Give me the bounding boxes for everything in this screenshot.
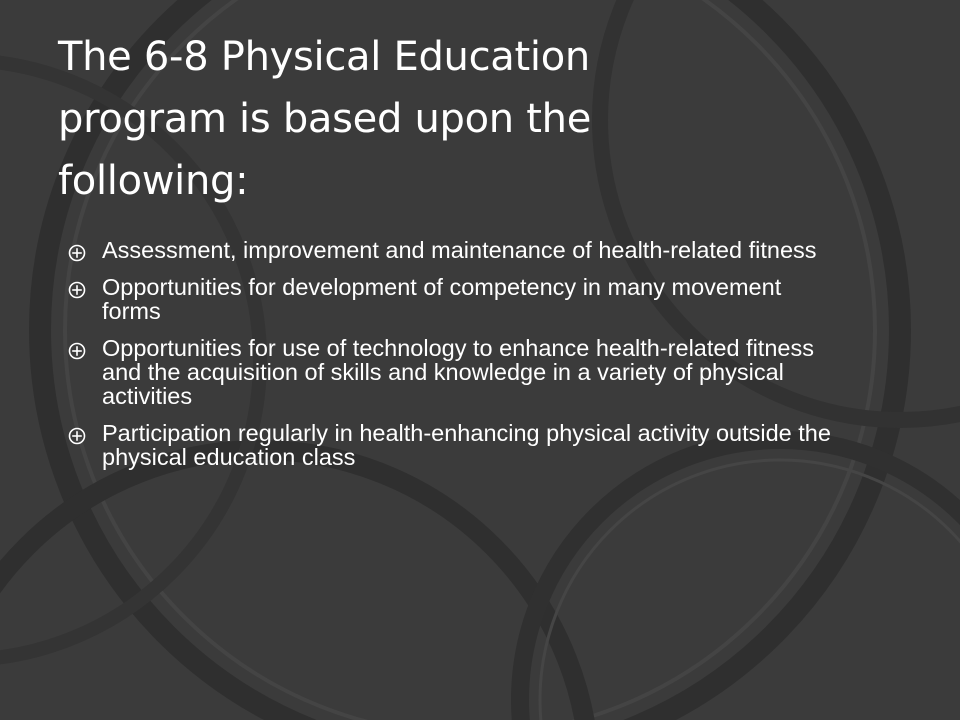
bullet-text: Assessment, improvement and maintenance of health-related fitness bbox=[102, 237, 817, 263]
bullet-list bbox=[62, 238, 842, 482]
bullet-text: Opportunities for development of competency in many movement forms bbox=[102, 274, 782, 324]
bullet-item bbox=[62, 238, 842, 262]
slide-title: The 6-8 Physical Education program is based upon the following: bbox=[58, 34, 592, 204]
bullet-text: Opportunities for use of technology to enhance health-related fitness and the acquisition of skills and knowledge in a variety of physical activities bbox=[102, 335, 814, 409]
ring-lower-left bbox=[0, 450, 590, 720]
circled-plus-icon bbox=[68, 342, 86, 360]
circled-plus-icon bbox=[68, 427, 86, 445]
circled-plus-icon bbox=[68, 244, 86, 262]
bullet-item bbox=[62, 275, 842, 323]
bullet-item bbox=[62, 336, 842, 408]
bullet-item bbox=[62, 421, 842, 469]
bullet-text: Participation regularly in health-enhancing physical activity outside the physical education class bbox=[102, 420, 831, 470]
circled-plus-icon bbox=[68, 281, 86, 299]
